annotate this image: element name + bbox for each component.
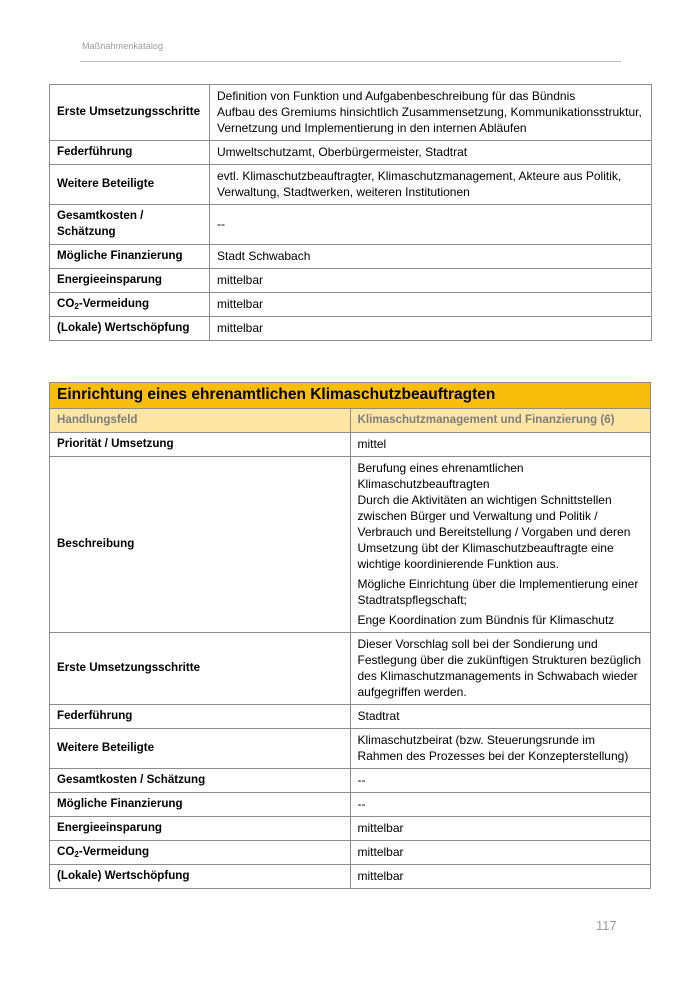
row-label: Mögliche Finanzierung xyxy=(50,245,210,269)
row-value: mittel xyxy=(350,433,651,457)
table-row xyxy=(50,769,651,793)
row-label: (Lokale) Wertschöpfung xyxy=(50,317,210,341)
row-value-line: Enge Koordination zum Bündnis für Klimaschutz xyxy=(357,613,615,627)
row-value xyxy=(350,457,651,633)
row-label: Gesamtkosten / Schätzung xyxy=(50,205,210,245)
table-row xyxy=(50,729,651,769)
row-label: Weitere Beteiligte xyxy=(50,729,351,769)
row-value-line: Aufbau des Gremiums hinsichtlich Zusammensetzung, Kommunikationsstruktur, Vernetzung und Implementierung in den internen Abläufen xyxy=(217,105,642,135)
measure-title: Einrichtung eines ehrenamtlichen Klimaschutzbeauftragten xyxy=(50,383,651,409)
table-row xyxy=(50,817,651,841)
row-label: Beschreibung xyxy=(50,457,351,633)
handlungsfeld-label: Handlungsfeld xyxy=(50,409,351,433)
table-row xyxy=(50,293,652,317)
table-row xyxy=(50,793,651,817)
table-row xyxy=(50,141,652,165)
header-divider xyxy=(80,61,621,62)
row-value: -- xyxy=(350,769,651,793)
measure-table xyxy=(49,382,651,889)
table-row xyxy=(50,433,651,457)
row-value: mittelbar xyxy=(350,817,651,841)
row-label: Erste Umsetzungsschritte xyxy=(50,85,210,141)
row-value-line: Mögliche Einrichtung über die Implementierung einer Stadtratspflegschaft; xyxy=(357,577,639,607)
row-label: Federführung xyxy=(50,705,351,729)
row-label-co2 xyxy=(50,841,351,865)
table-row xyxy=(50,633,651,705)
table-row xyxy=(50,85,652,141)
row-value: Stadtrat xyxy=(350,705,651,729)
row-value: -- xyxy=(350,793,651,817)
page-number: 117 xyxy=(596,918,617,933)
table-row xyxy=(50,269,652,293)
co2-prefix: CO xyxy=(57,297,75,310)
row-value: mittelbar xyxy=(210,317,652,341)
row-value-line: Berufung eines ehrenamtlichen Klimaschutzbeauftragten xyxy=(357,461,524,491)
row-value xyxy=(210,85,652,141)
table-row xyxy=(50,165,652,205)
row-value: Klimaschutzbeirat (bzw. Steuerungsrunde im Rahmen des Prozesses bei der Konzepterstellung) xyxy=(350,729,651,769)
row-value: mittelbar xyxy=(210,293,652,317)
row-value: Stadt Schwabach xyxy=(210,245,652,269)
row-value-line: Durch die Aktivitäten an wichtigen Schnittstellen zwischen Bürger und Verwaltung und Politik / Verbrauch und Bereitstellung / Vorgaben und deren Umsetzung übt der Klimaschutzbeauftragte eine wichtige koordinierende Funktion aus. xyxy=(357,493,631,571)
row-label: Gesamtkosten / Schätzung xyxy=(50,769,351,793)
table-row xyxy=(50,205,652,245)
row-label: Priorität / Umsetzung xyxy=(50,433,351,457)
row-value: Dieser Vorschlag soll bei der Sondierung und Festlegung über die zukünftigen Strukturen bezüglich des Klimaschutzmanagements in Schwabach wieder aufgegriffen werden. xyxy=(350,633,651,705)
measure-title-row xyxy=(50,383,651,409)
row-value-line: Definition von Funktion und Aufgabenbeschreibung für das Bündnis xyxy=(217,89,576,103)
row-value: -- xyxy=(210,205,652,245)
row-value: Umweltschutzamt, Oberbürgermeister, Stadtrat xyxy=(210,141,652,165)
table-row xyxy=(50,245,652,269)
co2-prefix: CO xyxy=(57,845,75,858)
row-label: (Lokale) Wertschöpfung xyxy=(50,865,351,889)
handlungsfeld-row xyxy=(50,409,651,433)
table-row xyxy=(50,705,651,729)
row-value: evtl. Klimaschutzbeauftragter, Klimaschutzmanagement, Akteure aus Politik, Verwaltung, Stadtwerken, weiteren Institutionen xyxy=(210,165,652,205)
row-label: Weitere Beteiligte xyxy=(50,165,210,205)
co2-subscript: 2 xyxy=(74,850,79,859)
row-label: Energieeinsparung xyxy=(50,817,351,841)
row-label: Erste Umsetzungsschritte xyxy=(50,633,351,705)
measure-table-continued xyxy=(49,84,652,341)
row-value: mittelbar xyxy=(350,865,651,889)
co2-suffix: -Vermeidung xyxy=(78,845,150,858)
row-value: mittelbar xyxy=(210,269,652,293)
handlungsfeld-value: Klimaschutzmanagement und Finanzierung (6) xyxy=(350,409,651,433)
row-label: Energieeinsparung xyxy=(50,269,210,293)
table-row xyxy=(50,457,651,633)
co2-suffix: -Vermeidung xyxy=(78,297,150,310)
row-value: mittelbar xyxy=(350,841,651,865)
table-row xyxy=(50,317,652,341)
co2-subscript: 2 xyxy=(74,302,79,311)
row-label: Mögliche Finanzierung xyxy=(50,793,351,817)
running-header: Maßnahmenkatalog xyxy=(82,41,164,51)
table-row xyxy=(50,865,651,889)
row-label-co2 xyxy=(50,293,210,317)
table-row xyxy=(50,841,651,865)
row-label: Federführung xyxy=(50,141,210,165)
